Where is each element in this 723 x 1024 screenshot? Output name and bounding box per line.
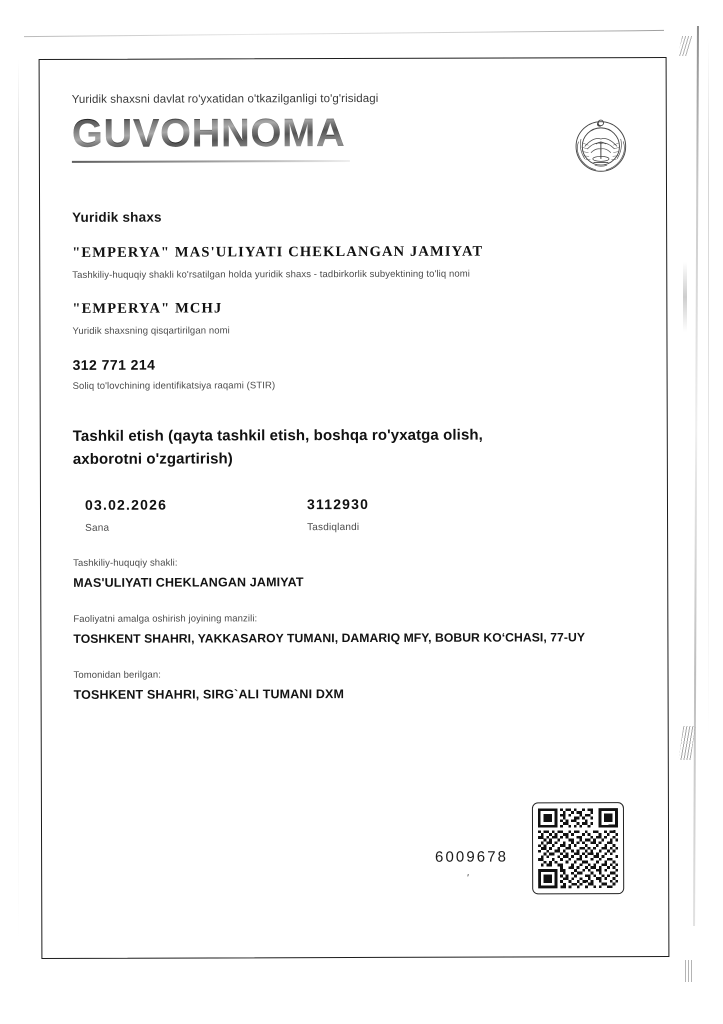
tax-id-value: 312 771 214 [72,356,156,373]
detail-address [73,612,635,646]
pen-tick-mark: ʹ [464,872,470,885]
detail-value: TOSHKENT SHAHRI, SIRG`ALI TUMANI DXM [73,687,345,702]
entity-short-name-block [72,299,634,337]
entity-type-label: Yuridik shaxs [72,209,162,225]
reference-number: 6009678 [434,848,509,866]
detail-label: Tashkiliy-huquqiy shakli: [73,557,178,569]
uzbekistan-state-emblem-icon [570,114,632,176]
document-kicker: Yuridik shaxsni davlat ro'yxatidan o'tkazilganligi to'g'risidagi [71,92,379,106]
scan-artifact [685,960,694,982]
registration-summary-row [73,495,635,534]
paper-edge-right-secondary [708,38,709,738]
tax-id-caption: Soliq to'lovchining identifikatsiya raqami (STIR) [72,380,276,392]
approval-number-column [307,495,529,533]
title-underline-rule [72,160,350,162]
approval-number-caption: Tasdiqlandi [307,521,360,534]
entity-full-name-block [72,243,634,281]
certificate-footer [74,798,636,920]
detail-label: Faoliyatni amalga oshirish joyining manzili: [73,613,258,625]
registration-date-value: 03.02.2026 [84,496,168,513]
certificate-header [72,92,634,190]
registration-action-heading: Tashkil etish (qayta tashkil etish, boshqa ro'yxatga olish, axborotni o'zgartirish) [72,426,483,468]
registration-date-caption: Sana [85,522,110,534]
certificate-border-frame [39,57,670,959]
page-title: GUVOHNOMA [71,111,346,156]
paper-edge-left [18,60,19,940]
approval-number-value: 3112930 [306,495,370,513]
detail-issuing-authority [74,668,636,702]
tax-id-block [73,355,635,392]
scan-artifact [683,262,687,332]
qr-code-image [538,808,618,888]
scan-artifact [678,36,692,56]
detail-value: TOSHKENT SHAHRI, YAKKASAROY TUMANI, DAMARIQ MFY, BOBUR KO‘CHASI, 77-UY [73,630,586,646]
entity-type-block [72,208,634,225]
registration-date-column [85,496,307,534]
detail-legal-form [73,556,635,590]
detail-value: MAS'ULIYATI CHEKLANGAN JAMIYAT [73,575,304,590]
entity-full-name: "EMPERYA" MAS'ULIYATI CHEKLANGAN JAMIYAT [72,243,484,261]
detail-label: Tomonidan berilgan: [73,669,162,681]
qr-code[interactable] [532,802,624,894]
entity-short-name: "EMPERYA" MCHJ [72,300,223,317]
paper-edge-top [24,30,664,37]
entity-short-name-caption: Yuridik shaxsning qisqartirilgan nomi [72,325,230,337]
paper-edge-right [693,26,699,926]
entity-full-name-caption: Tashkiliy-huquqiy shakli ko'rsatilgan holda yuridik shaxs - tadbirkorlik subyektining to'liq nomi [72,268,471,281]
